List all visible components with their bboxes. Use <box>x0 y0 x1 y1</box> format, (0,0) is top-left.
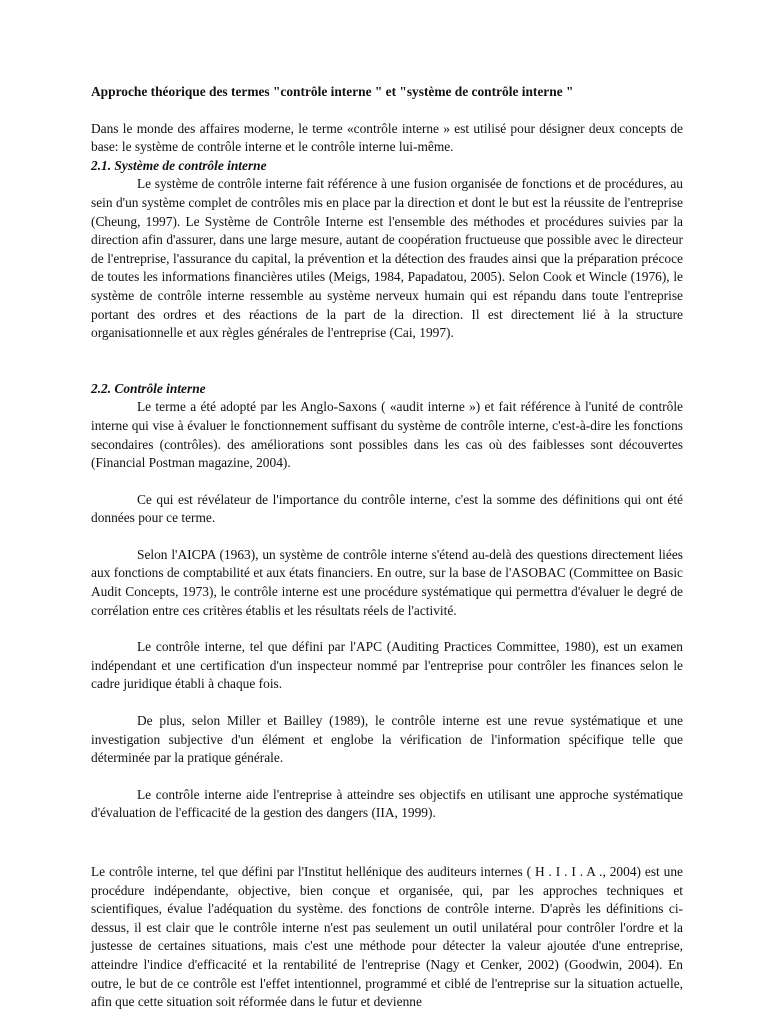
spacer <box>91 473 683 491</box>
body-paragraph: De plus, selon Miller et Bailley (1989), le contrôle interne est une revue systématique et une investigation subjective d'un élément et englobe la vérification de l'information spécifique telle que déterminée par la pratique générale. <box>91 713 683 766</box>
section-heading-systeme: 2.1. Système de contrôle interne <box>91 157 267 173</box>
spacer <box>91 694 683 712</box>
spacer <box>91 823 683 863</box>
spacer <box>91 768 683 786</box>
body-paragraph: Le contrôle interne, tel que défini par l'APC (Auditing Practices Committee, 1980), est un examen indépendant et une certification d'un inspecteur nommé par l'entreprise pour contrôler les finances selon le cadre juridique établi à chaque fois. <box>91 639 683 692</box>
body-paragraph: Selon l'AICPA (1963), un système de contrôle interne s'étend au-delà des questions directement liées aux fonctions de comptabilité et aux états financiers. En outre, sur la base de l'ASOBAC (Committee on Basic Audit Concepts, 1973), le contrôle interne est une procédure systématique qui permettra d'évaluer le degré de corrélation entre ces critères établis et les résultats réels de l'activité. <box>91 546 683 618</box>
spacer <box>91 528 683 546</box>
document-title: Approche théorique des termes "contrôle interne " et "système de contrôle interne " <box>91 84 574 99</box>
spacer <box>91 620 683 638</box>
section-paragraph-systeme: Le système de contrôle interne fait référence à une fusion organisée de fonctions et de procédures, au sein d'un système complet de contrôles mis en place par la direction et dont le but est la réussite de l'entreprise (Cheung, 1997). Le Système de Contrôle Interne est l'ensemble des méthodes et procédures suivies par la direction afin d'assurer, dans une large mesure, autant de coopération fructueuse que possible avec le directeur de l'entreprise, l'assurance du capital, la prévention et la détection des fraudes ainsi que la préparation précoce de toutes les informations financières utiles (Meigs, 1984, Papadatou, 2005). Selon Cook et Wincle (1976), le système de contrôle interne ressemble au système nerveux humain qui est répandu dans toute l'entreprise portant des ordres et des réactions de la part de la direction. Il est directement lié à la structure organisationnelle et aux règles générales de l'entreprise (Cai, 1997). <box>91 176 683 341</box>
spacer <box>91 343 683 380</box>
body-paragraph: Le contrôle interne aide l'entreprise à atteindre ses objectifs en utilisant une approche systématique d'évaluation de l'efficacité de la gestion des dangers (IIA, 1999). <box>91 786 683 821</box>
body-paragraph: Ce qui est révélateur de l'importance du contrôle interne, c'est la somme des définitions qui ont été données pour ce terme. <box>91 491 683 526</box>
intro-paragraph: Dans le monde des affaires moderne, le terme «contrôle interne » est utilisé pour désigner deux concepts de base: le système de contrôle interne et le contrôle interne lui-même. <box>91 120 683 155</box>
body-paragraph: Le terme a été adopté par les Anglo-Saxons ( «audit interne ») et fait référence à l'unité de contrôle interne qui vise à évaluer le fonctionnement suffisant du système de contrôle interne, c'est-à-dire les fonctions secondaires (contrôles). des améliorations sont possibles dans les cas où des faiblesses sont découvertes (Financial Postman magazine, 2004). <box>91 399 683 471</box>
section-heading-controle: 2.2. Contrôle interne <box>91 380 206 396</box>
final-paragraph: Le contrôle interne, tel que défini par l'Institut hellénique des auditeurs internes ( Η . Ι . Ι . Α ., 2004) est une procédure indépendante, objective, bien conçue et organisée, qui, par les approches techniques et scientifiques, évalue l'adéquation du système. des fonctions de contrôle interne. D'après les définitions ci-dessus, il est clair que le contrôle interne n'est pas seulement un outil unilatéral pour contrôler l'ordre et la justesse de certaines situations, mais c'est une méthode pour détecter la valeur ajoutée d'une entreprise, atteindre l'indice d'efficacité et la rentabilité de l'entreprise (Nagy et Cenker, 2002) (Goodwin, 2004). En outre, le but de ce contrôle est l'effet intentionnel, programmé et ciblé de l'entreprise sur la situation actuelle, afin que cette situation soit réformée dans le futur et devienne <box>91 864 683 1010</box>
